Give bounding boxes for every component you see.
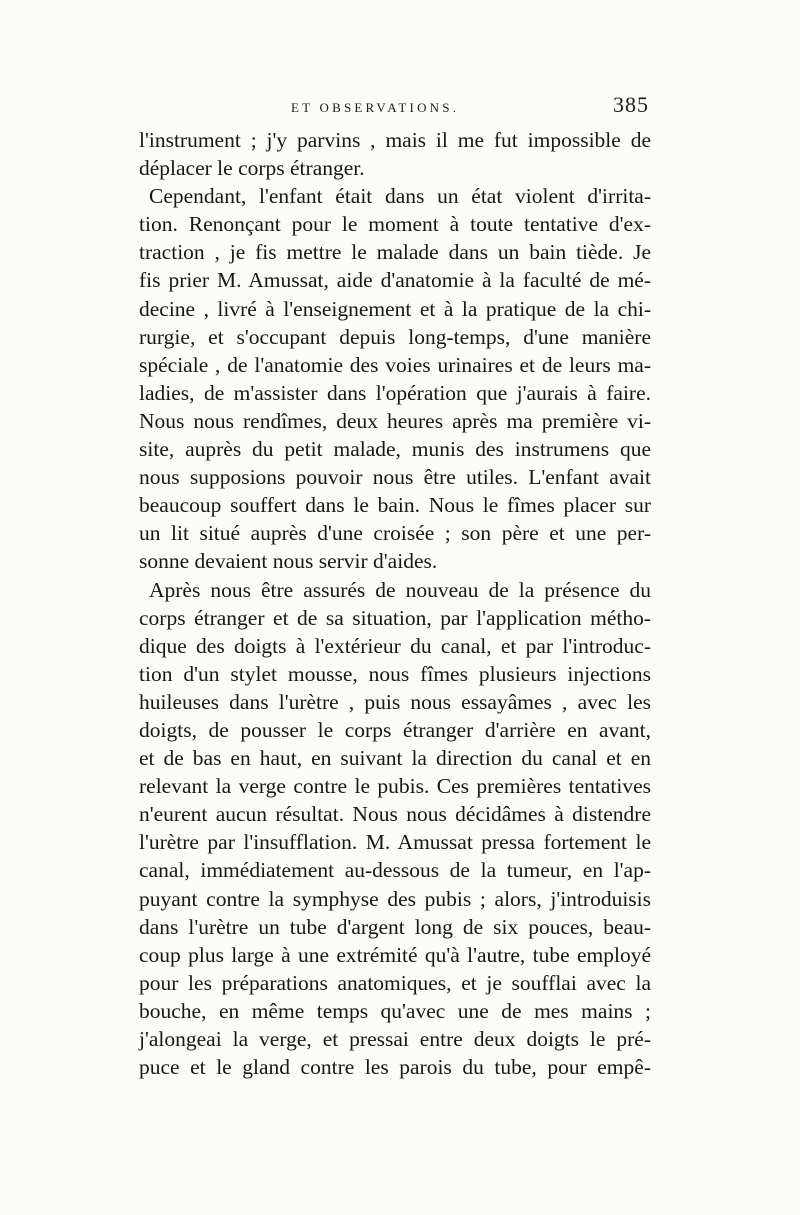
text-line: site, auprès du petit malade, munis des instrumens que: [139, 437, 651, 462]
text-line: sonne devaient nous servir d'aides.: [139, 549, 438, 574]
text-line: déplacer le corps étranger.: [139, 156, 365, 181]
text-line: decine , livré à l'enseignement et à la pratique de la chi-: [139, 296, 651, 321]
text-line: j'alongeai la verge, et pressai entre deux doigts le pré-: [139, 1027, 651, 1051]
running-head: ET OBSERVATIONS.: [291, 100, 460, 115]
text-line: beaucoup souffert dans le bain. Nous le fîmes placer sur: [139, 493, 651, 518]
text-line: nous supposions pouvoir nous être utiles. L'enfant avait: [139, 465, 651, 490]
text-line: bouche, en même temps qu'avec une de mes mains ;: [139, 998, 651, 1023]
body-text: [139, 126, 651, 1081]
text-line: ladies, de m'assister dans l'opération que j'aurais à faire.: [139, 380, 651, 405]
text-line: pour les préparations anatomiques, et je soufflai avec la: [139, 970, 651, 995]
text-line: dans l'urètre un tube d'argent long de six pouces, beau-: [139, 914, 651, 939]
text-line: coup plus large à une extrémité qu'à l'autre, tube employé: [139, 942, 651, 967]
text-line: fis prier M. Amussat, aide d'anatomie à la faculté de mé-: [139, 268, 651, 293]
page-header: [139, 92, 659, 124]
text-line: n'eurent aucun résultat. Nous nous décidâmes à distendre: [139, 802, 651, 827]
text-line: puyant contre la symphyse des pubis ; alors, j'introduisis: [139, 886, 651, 911]
text-line: l'instrument ; j'y parvins , mais il me fut impossible de: [139, 128, 651, 152]
text-line: corps étranger et de sa situation, par l'application métho-: [139, 605, 651, 630]
page-number: 385: [613, 92, 649, 117]
text-line: tion. Renonçant pour le moment à toute tentative d'ex-: [139, 212, 651, 237]
text-line: Nous nous rendîmes, deux heures après ma première vi-: [139, 408, 651, 433]
text-line: puce et le gland contre les parois du tube, pour empê-: [139, 1055, 651, 1080]
text-line: spéciale , de l'anatomie des voies urinaires et de leurs ma-: [139, 352, 651, 377]
text-line: Cependant, l'enfant était dans un état violent d'irrita-: [149, 184, 651, 209]
text-line: tion d'un stylet mousse, nous fîmes plusieurs injections: [139, 661, 651, 686]
text-line: l'urètre par l'insufflation. M. Amussat pressa fortement le: [139, 830, 651, 855]
text-line: relevant la verge contre le pubis. Ces premières tentatives: [139, 774, 651, 799]
text-line: dique des doigts à l'extérieur du canal, et par l'introduc-: [139, 633, 651, 658]
text-line: canal, immédiatement au-dessous de la tumeur, en l'ap-: [139, 858, 651, 883]
text-line: huileuses dans l'urètre , puis nous essayâmes , avec les: [139, 689, 651, 714]
text-line: traction , je fis mettre le malade dans un bain tiède. Je: [139, 240, 651, 265]
text-line: rurgie, et s'occupant depuis long-temps, d'une manière: [139, 324, 651, 349]
text-line: et de bas en haut, en suivant la direction du canal et en: [139, 746, 651, 771]
text-line: un lit situé auprès d'une croisée ; son père et une per-: [139, 521, 651, 546]
text-line: doigts, de pousser le corps étranger d'arrière en avant,: [139, 717, 651, 742]
text-line: Après nous être assurés de nouveau de la présence du: [149, 577, 651, 602]
